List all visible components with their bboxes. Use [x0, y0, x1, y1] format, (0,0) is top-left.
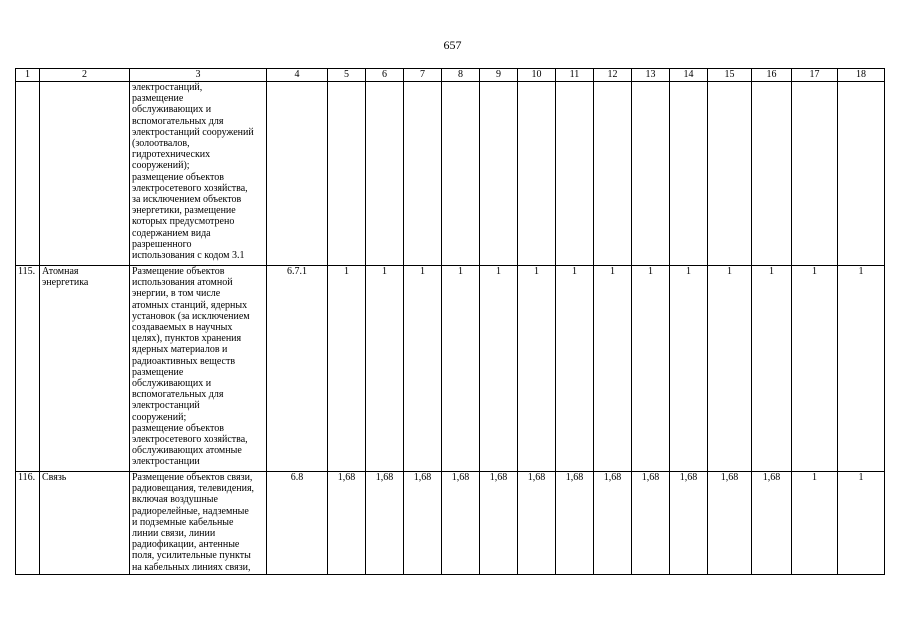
coefficient-cell: [594, 82, 632, 266]
coefficient-cell: 1,68: [708, 472, 752, 575]
coefficient-cell: 1: [752, 266, 792, 472]
coefficient-cell: [838, 82, 885, 266]
column-header-9: 9: [480, 69, 518, 82]
use-name-cell: [40, 82, 130, 266]
coefficient-cell: 1,68: [752, 472, 792, 575]
row-number-cell: [16, 82, 40, 266]
coefficient-cell: [480, 82, 518, 266]
coefficient-cell: 1: [518, 266, 556, 472]
column-header-18: 18: [838, 69, 885, 82]
column-header-15: 15: [708, 69, 752, 82]
column-header-8: 8: [442, 69, 480, 82]
column-header-4: 4: [267, 69, 328, 82]
table-row: [16, 266, 885, 472]
column-header-12: 12: [594, 69, 632, 82]
coefficient-cell: 1: [442, 266, 480, 472]
coefficient-cell: 1: [366, 266, 404, 472]
coefficient-cell: 1: [838, 472, 885, 575]
column-header-1: 1: [16, 69, 40, 82]
coefficient-cell: 1,68: [518, 472, 556, 575]
description-cell: электростанций, размещение обслуживающих и вспомогательных для электростанций сооружений (золоотвалов, гидротехнических сооружений); размещение объектов электросетевого хозяйства, за исключением объектов энергетики, размещение которых предусмотрено содержанием вида разрешенного использования с кодом 3.1: [130, 82, 267, 266]
coefficient-cell: 1: [792, 266, 838, 472]
coefficient-cell: 1,68: [594, 472, 632, 575]
coefficient-cell: [404, 82, 442, 266]
row-number-cell: 115.: [16, 266, 40, 472]
row-number-cell: 116.: [16, 472, 40, 575]
coefficient-cell: 1,68: [670, 472, 708, 575]
coefficient-cell: 1: [708, 266, 752, 472]
coefficient-cell: [328, 82, 366, 266]
coefficient-cell: 1,68: [632, 472, 670, 575]
description-cell: Размещение объектов связи, радиовещания, телевидения, включая воздушные радиорелейные, надземные и подземные кабельные линии связи, линии радиофикации, антенные поля, усилительные пункты на кабельных линиях связи,: [130, 472, 267, 575]
coefficient-cell: 1: [404, 266, 442, 472]
use-name-cell: Атомная энергетика: [40, 266, 130, 472]
coefficient-cell: 1,68: [404, 472, 442, 575]
code-cell: [267, 82, 328, 266]
coefficient-cell: 1: [556, 266, 594, 472]
coefficient-cell: 1: [670, 266, 708, 472]
coefficient-cell: [670, 82, 708, 266]
column-header-6: 6: [366, 69, 404, 82]
column-header-13: 13: [632, 69, 670, 82]
coefficient-cell: 1,68: [556, 472, 594, 575]
code-cell: 6.7.1: [267, 266, 328, 472]
coefficient-cell: 1,68: [328, 472, 366, 575]
coefficient-cell: [752, 82, 792, 266]
coefficient-cell: [632, 82, 670, 266]
description-cell: Размещение объектов использования атомной энергии, в том числе атомных станций, ядерных установок (за исключением создаваемых в научных целях), пунктов хранения ядерных материалов и радиоактивных веществ размещение обслуживающих и вспомогательных для электростанций сооружений; размещение объектов электросетевого хозяйства, обслуживающих атомные электростанции: [130, 266, 267, 472]
use-name-cell: Связь: [40, 472, 130, 575]
column-header-14: 14: [670, 69, 708, 82]
coefficient-cell: [366, 82, 404, 266]
column-header-5: 5: [328, 69, 366, 82]
column-header-17: 17: [792, 69, 838, 82]
coefficient-cell: 1: [838, 266, 885, 472]
coefficient-cell: [518, 82, 556, 266]
table-row: [16, 472, 885, 575]
coefficient-cell: [556, 82, 594, 266]
coefficient-cell: 1: [594, 266, 632, 472]
data-table: [15, 68, 885, 575]
column-header-16: 16: [752, 69, 792, 82]
coefficient-cell: 1: [328, 266, 366, 472]
coefficient-cell: 1: [792, 472, 838, 575]
page-number: 657: [443, 38, 462, 52]
coefficient-cell: 1: [632, 266, 670, 472]
column-header-7: 7: [404, 69, 442, 82]
coefficient-cell: 1,68: [366, 472, 404, 575]
coefficient-cell: 1,68: [442, 472, 480, 575]
column-header-11: 11: [556, 69, 594, 82]
table-row: [16, 82, 885, 266]
code-cell: 6.8: [267, 472, 328, 575]
column-header-3: 3: [130, 69, 267, 82]
column-header-10: 10: [518, 69, 556, 82]
coefficient-cell: 1: [480, 266, 518, 472]
coefficient-cell: [442, 82, 480, 266]
coefficient-cell: 1,68: [480, 472, 518, 575]
header-row: [16, 69, 885, 82]
coefficient-cell: [792, 82, 838, 266]
column-header-2: 2: [40, 69, 130, 82]
coefficient-cell: [708, 82, 752, 266]
